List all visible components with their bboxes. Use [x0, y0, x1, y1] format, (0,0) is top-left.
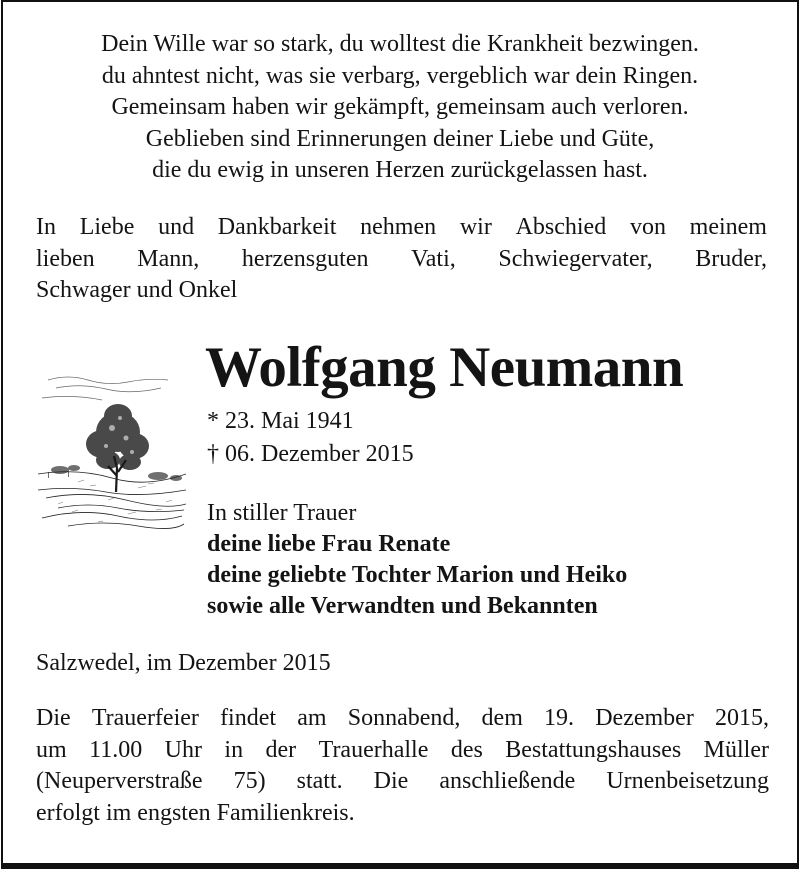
word: Die [36, 705, 71, 731]
tree-landscape-icon [38, 372, 186, 532]
word: Abschied [515, 214, 607, 240]
word: Schwiegervater, [498, 245, 653, 272]
word: dem [481, 705, 523, 731]
word: um [36, 736, 67, 763]
word: Die [373, 768, 409, 794]
word: und [158, 214, 195, 240]
word: anschließende [439, 768, 576, 794]
ceremony-line [36, 703, 769, 735]
mourners-intro: In stiller Trauer [207, 500, 357, 526]
poem-line: die du ewig in unseren Herzen zurückgelassen hast. [152, 157, 648, 183]
word: in [224, 736, 244, 763]
word: Bestattungshauses [505, 736, 682, 763]
mourner-line: deine geliebte Tochter Marion und Heiko [207, 562, 628, 588]
word: meinem [689, 214, 767, 240]
poem [0, 29, 800, 187]
word: Dezember [595, 705, 694, 731]
mourner-line: deine liebe Frau Renate [207, 531, 451, 557]
word: findet [220, 705, 277, 731]
poem-line: Geblieben sind Erinnerungen deiner Liebe und Güte, [145, 125, 655, 152]
intro-line [36, 212, 767, 244]
word: von [629, 214, 666, 240]
word: In [36, 214, 56, 240]
word: Bruder, [695, 245, 767, 272]
poem-line: Dein Wille war so stark, du wolltest die Krankheit bezwingen. [101, 31, 699, 57]
word: Dankbarkeit [217, 214, 337, 240]
word: Müller [703, 736, 769, 763]
word: Trauerhalle [318, 736, 429, 763]
place-date: Salzwedel, im Dezember 2015 [36, 650, 331, 676]
mourners [207, 498, 627, 622]
death-date: † 06. Dezember 2015 [207, 441, 414, 467]
poem-line: Gemeinsam haben wir gekämpft, gemeinsam auch verloren. [111, 94, 689, 120]
word: Vati, [411, 245, 456, 272]
word: 11.00 [89, 736, 143, 763]
deceased-name: Wolfgang Neumann [205, 336, 684, 399]
word: des [450, 736, 483, 763]
word: Urnenbeisetzung [606, 768, 769, 794]
birth-date: * 23. Mai 1941 [207, 408, 354, 434]
mourner-line: sowie alle Verwandten und Bekannten [207, 593, 598, 619]
word: 2015, [715, 705, 769, 731]
life-dates [207, 405, 414, 471]
intro-line [36, 244, 767, 276]
word: der [265, 736, 297, 763]
word: Uhr [164, 736, 202, 763]
intro-paragraph [36, 212, 767, 307]
word: (Neuperverstraße [36, 768, 203, 794]
ceremony-line: erfolgt im engsten Familienkreis. [36, 799, 355, 826]
word: 19. [544, 705, 575, 731]
intro-line: Schwager und Onkel [36, 277, 238, 303]
word: lieben [36, 245, 95, 272]
ceremony-line [36, 735, 769, 767]
word: Sonnabend, [347, 705, 461, 731]
word: 75) [233, 768, 266, 794]
poem-line: du ahntest nicht, was sie verbarg, vergeblich war dein Ringen. [101, 62, 699, 89]
word: herzensguten [241, 245, 369, 272]
ceremony-line [36, 766, 769, 798]
word: am [297, 705, 327, 731]
word: nehmen [360, 214, 437, 240]
word: statt. [296, 768, 343, 794]
word: Mann, [137, 245, 200, 272]
word: Trauerfeier [91, 705, 199, 731]
ceremony-paragraph [36, 703, 769, 829]
word: wir [459, 214, 492, 240]
word: Liebe [79, 214, 135, 240]
